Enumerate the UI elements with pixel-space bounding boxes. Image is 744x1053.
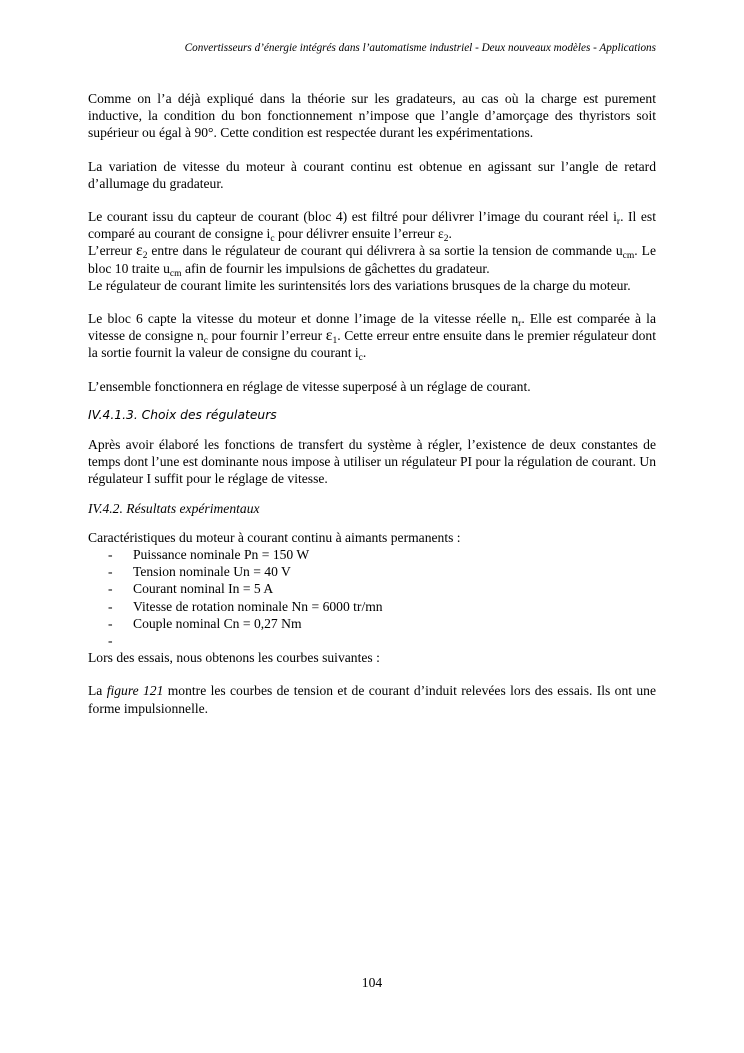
text-run: Le courant issu du capteur de courant (bloc 4) est filtré pour délivrer l’image du courant réel i	[88, 209, 617, 225]
section-heading-regulator-choice: IV.4.1.3. Choix des régulateurs	[88, 407, 277, 422]
epsilon-symbol: ε	[325, 327, 333, 345]
text-run: Le bloc 6 capte la vitesse du moteur et donne l’image de la vitesse réelle n	[88, 311, 519, 327]
paragraph-current-regulator	[88, 242, 656, 279]
paragraph-speed-sensor	[88, 310, 656, 362]
paragraph-inductive-load: Comme on l’a déjà expliqué dans la théorie sur les gradateurs, au cas où la charge est purement inductive, la condition du bon fonctionnement n’impose que l’angle d’amorçage des thyristors soit supérieur ou égal à 90°. Cette condition est respectée durant les expérimentations.	[88, 91, 656, 141]
text-run: . Elle est comparée à la vitesse de consigne n	[88, 311, 656, 344]
text-run: montre les courbes de tension et de courant d’induit relevées lors des essais. Ils ont une forme impulsionnelle.	[88, 683, 656, 716]
bullet-dash: -	[108, 547, 113, 563]
list-item-text: Tension nominale Un = 40 V	[133, 564, 291, 580]
text-run: pour fournir l’erreur	[207, 328, 326, 344]
subscript: r	[616, 216, 621, 227]
subscript: r	[518, 318, 522, 329]
list-item	[108, 580, 656, 597]
text-run: . Cette erreur entre ensuite dans le premier régulateur dont la sortie fournit la valeur de consigne du courant i	[88, 328, 656, 361]
paragraph-overcurrent-limit: Le régulateur de courant limite les surintensités lors des variations brusques de la charge du moteur.	[88, 277, 631, 293]
list-item-text: Vitesse de rotation nominale Nn = 6000 tr/mn	[133, 598, 383, 614]
subscript: c	[203, 336, 208, 347]
page-number: 104	[361, 975, 383, 990]
bullet-dash: -	[108, 633, 113, 649]
figure-reference: figure 121	[106, 683, 164, 699]
subscript: c	[358, 353, 363, 364]
paragraph-figure-reference	[88, 682, 656, 716]
bullet-dash: -	[108, 598, 113, 614]
list-item	[108, 598, 656, 615]
subscript: 2	[142, 251, 148, 262]
list-item-text: Puissance nominale Pn = 150 W	[133, 547, 310, 563]
paragraph-cascade-control: L’ensemble fonctionnera en réglage de vitesse superposé à un réglage de courant.	[88, 378, 531, 394]
text-run: pour délivrer ensuite l’erreur ε	[274, 226, 444, 242]
subscript: 2	[443, 234, 449, 245]
document-body	[88, 90, 656, 717]
paragraph-current-sensor	[88, 208, 656, 245]
paragraph-test-results: Lors des essais, nous obtenons les courbes suivantes :	[88, 650, 380, 666]
epsilon-symbol: ε	[135, 242, 143, 260]
bullet-dash: -	[108, 564, 113, 580]
running-header: Convertisseurs d’énergie intégrés dans l’automatisme industriel - Deux nouveaux modèles - Applications	[184, 42, 656, 54]
text-run: .	[362, 345, 367, 361]
text-run: La	[88, 683, 107, 699]
list-item	[108, 546, 656, 563]
text-run: .	[448, 226, 452, 242]
list-item	[108, 632, 656, 649]
subscript: cm	[622, 251, 635, 262]
motor-specs-intro: Caractéristiques du moteur à courant continu à aimants permanents :	[88, 529, 461, 545]
paragraph-speed-variation: La variation de vitesse du moteur à courant continu est obtenue en agissant sur l’angle de retard d’allumage du gradateur.	[88, 158, 656, 191]
list-item-text: Couple nominal Cn = 0,27 Nm	[133, 615, 302, 631]
paragraph-regulator-choice: Après avoir élaboré les fonctions de transfert du système à régler, l’existence de deux constantes de temps dont l’une est dominante nous impose à utiliser un régulateur PI pour la régulation de courant. Un régulateur I suffit pour le réglage de vitesse.	[88, 437, 656, 487]
list-item	[108, 615, 656, 632]
subscript: cm	[169, 268, 182, 279]
list-item	[108, 563, 656, 580]
bullet-dash: -	[108, 581, 113, 597]
bullet-dash: -	[108, 615, 113, 631]
text-run: afin de fournir les impulsions de gâchettes du gradateur.	[181, 260, 490, 276]
text-run: . Il est comparé au courant de consigne i	[88, 209, 656, 242]
text-run: entre dans le régulateur de courant qui délivrera à sa sortie la tension de commande u	[147, 243, 623, 259]
subscript: 1	[332, 336, 338, 347]
motor-specs-list	[88, 546, 656, 649]
text-run: L’erreur	[88, 243, 136, 259]
text-run: . Le bloc 10 traite u	[88, 243, 656, 276]
list-item-text: Courant nominal In = 5 A	[133, 581, 274, 597]
section-heading-experimental-results: IV.4.2. Résultats expérimentaux	[88, 500, 260, 516]
subscript: c	[270, 234, 275, 245]
